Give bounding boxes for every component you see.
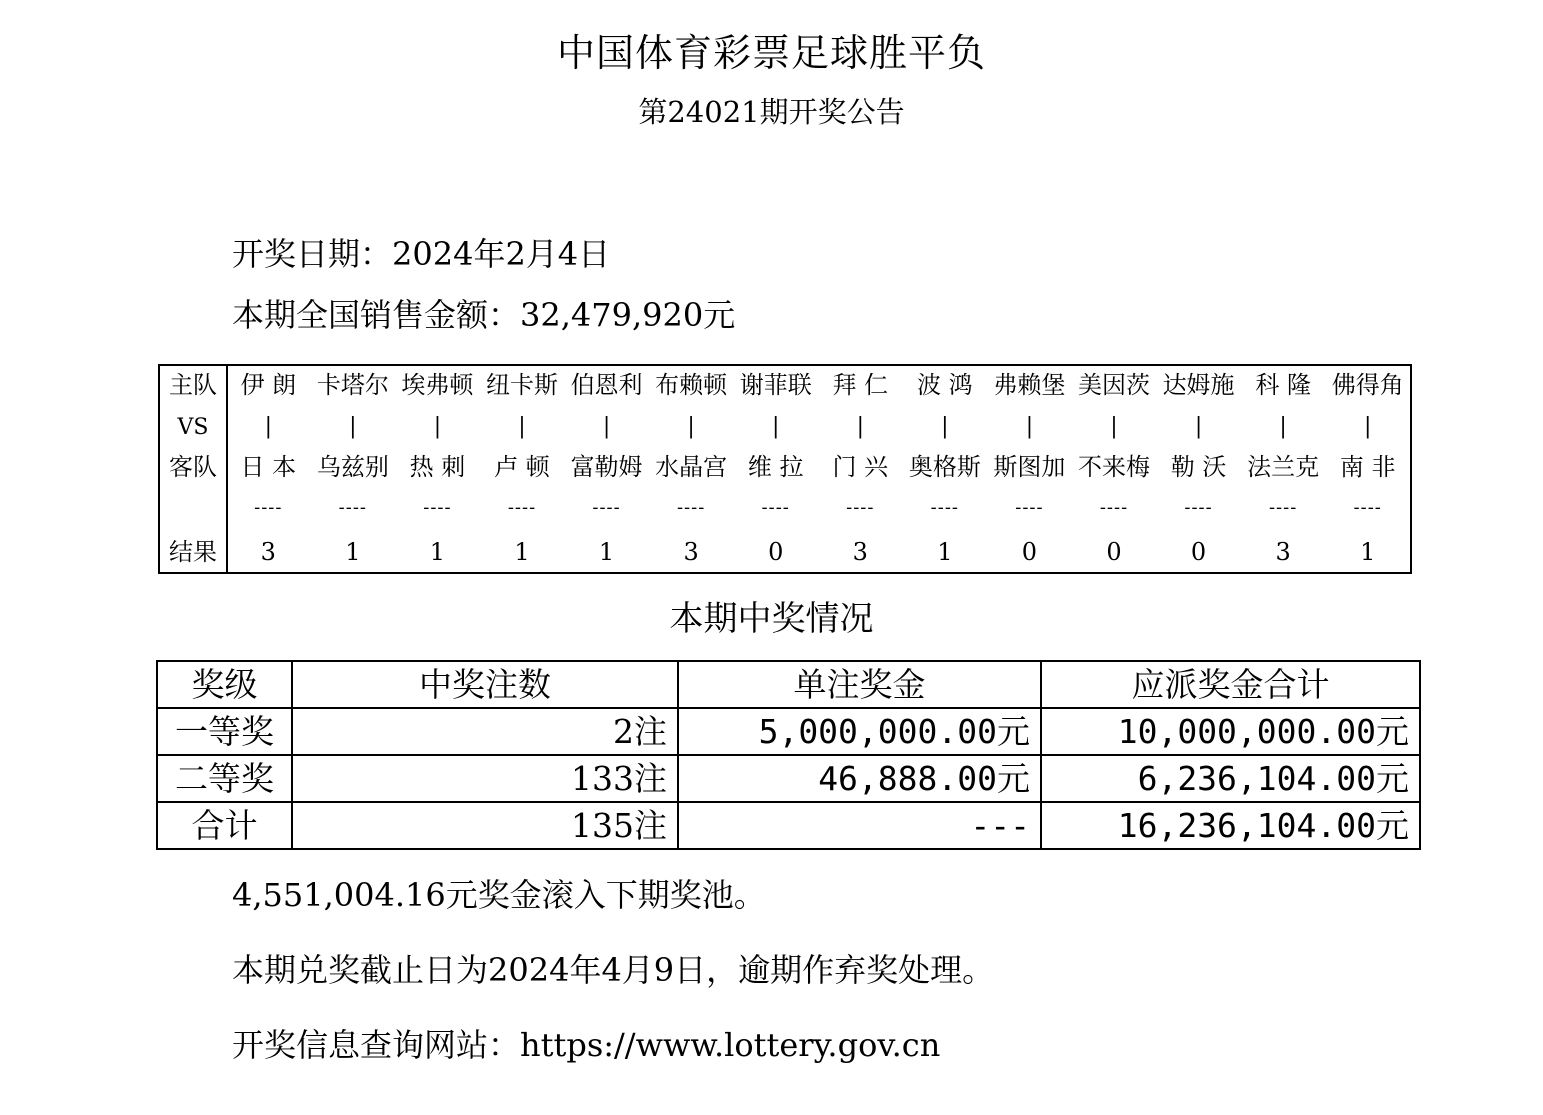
- match-result: 0: [1106, 538, 1122, 566]
- match-column: [986, 366, 1072, 572]
- dash-separator: ----: [254, 497, 283, 518]
- rollover-note: 4,551,004.16元奖金滚入下期奖池。: [232, 876, 766, 914]
- deadline-note: 本期兑奖截止日为2024年4月9日，逾期作弃奖处理。: [232, 951, 995, 989]
- away-team: 乌兹别: [316, 453, 389, 481]
- away-label: 客队: [169, 453, 217, 481]
- away-team: 勒 沃: [1170, 453, 1227, 481]
- match-column: [733, 366, 819, 572]
- vs-separator: |: [349, 414, 357, 439]
- home-team: 布赖顿: [655, 371, 728, 399]
- sales-amount: 本期全国销售金额：32,479,920元: [232, 296, 736, 334]
- away-team: 法兰克: [1247, 453, 1320, 481]
- dash-separator: ----: [507, 497, 537, 518]
- match-result: 3: [260, 538, 276, 566]
- match-result: 3: [852, 538, 868, 566]
- dash-separator: ----: [592, 497, 621, 518]
- dash-separator: ----: [1015, 497, 1044, 518]
- vs-separator: |: [687, 414, 695, 439]
- match-column: [225, 366, 311, 572]
- away-team: 奥格斯: [908, 453, 981, 481]
- match-column: [1325, 366, 1411, 572]
- match-result: 3: [1275, 538, 1291, 566]
- home-team: 伊 朗: [240, 371, 297, 399]
- match-result: 0: [768, 538, 784, 566]
- match-column: [310, 366, 396, 572]
- home-team: 佛得角: [1331, 371, 1404, 399]
- vs-separator: |: [1025, 414, 1034, 439]
- home-label: 主队: [169, 371, 217, 399]
- prize-unit: ---: [678, 802, 1041, 849]
- vs-separator: |: [1279, 414, 1287, 439]
- match-result: 1: [1360, 538, 1376, 566]
- prize-total: 10,000,000.00元: [1041, 708, 1420, 755]
- prize-table: [156, 660, 1421, 850]
- home-team: 弗赖堡: [993, 371, 1066, 399]
- match-column: [479, 366, 565, 572]
- vs-separator: |: [1194, 414, 1203, 439]
- prize-level: 合计: [157, 802, 292, 849]
- match-column: [648, 366, 734, 572]
- prize-count: 2注: [292, 708, 678, 755]
- dash-separator: ----: [338, 497, 367, 518]
- prize-total: 6,236,104.00元: [1041, 755, 1420, 802]
- header-level: 奖级: [157, 661, 292, 708]
- home-team: 达姆施: [1162, 371, 1235, 399]
- vs-separator: |: [264, 414, 272, 439]
- dash-separator: ----: [423, 497, 452, 518]
- header-count: 中奖注数: [292, 661, 678, 708]
- vs-separator: |: [771, 414, 780, 439]
- prize-unit: 46,888.00元: [678, 755, 1041, 802]
- match-result: 0: [1021, 538, 1038, 566]
- match-column: [1071, 366, 1157, 572]
- prize-unit: 5,000,000.00元: [678, 708, 1041, 755]
- match-table: [158, 364, 1412, 574]
- draw-date: 开奖日期：2024年2月4日: [232, 235, 611, 273]
- vs-label: VS: [177, 415, 209, 440]
- page-subtitle: 第24021期开奖公告: [638, 95, 905, 129]
- dash-separator: ----: [761, 497, 790, 518]
- header-unit-prize: 单注奖金: [678, 661, 1041, 708]
- dash-separator: ----: [930, 497, 959, 518]
- table-row: [157, 755, 1420, 802]
- vs-separator: |: [1363, 414, 1372, 439]
- home-team: 伯恩利: [570, 371, 643, 399]
- dash-separator: ----: [676, 497, 706, 518]
- dash-separator: ----: [1184, 497, 1213, 518]
- home-team: 纽卡斯: [486, 371, 558, 399]
- match-result: 1: [345, 538, 361, 566]
- prize-table-header: [157, 661, 1420, 708]
- dash-separator: ----: [1099, 497, 1129, 518]
- table-row: [157, 708, 1420, 755]
- away-team: 热 刺: [409, 453, 466, 481]
- home-team: 埃弗顿: [401, 371, 474, 399]
- page-title: 中国体育彩票足球胜平负: [556, 31, 986, 75]
- vs-separator: |: [433, 414, 442, 439]
- away-team: 日 本: [240, 453, 297, 481]
- match-result: 1: [598, 538, 615, 566]
- match-column: [394, 366, 480, 572]
- dash-separator: ----: [1353, 497, 1382, 518]
- dash-separator: ----: [846, 497, 875, 518]
- match-column: [1240, 366, 1326, 572]
- match-result: 1: [429, 538, 446, 566]
- match-column: [902, 366, 988, 572]
- website-note: 开奖信息查询网站：https://www.lottery.gov.cn: [232, 1026, 941, 1064]
- away-team: 斯图加: [993, 453, 1066, 481]
- prize-level: 二等奖: [157, 755, 292, 802]
- prize-total: 16,236,104.00元: [1041, 802, 1420, 849]
- match-result: 3: [683, 538, 699, 566]
- prize-count: 135注: [292, 802, 678, 849]
- home-team: 卡塔尔: [316, 371, 389, 399]
- home-team: 波 鸿: [917, 371, 973, 399]
- home-team: 拜 仁: [832, 371, 889, 399]
- away-team: 卢 顿: [494, 453, 550, 481]
- match-result: 0: [1190, 538, 1207, 566]
- prize-level: 一等奖: [157, 708, 292, 755]
- home-team: 美因茨: [1078, 371, 1150, 399]
- match-result: 1: [514, 538, 530, 566]
- dash-separator: ----: [1268, 497, 1298, 518]
- home-team: 科 隆: [1255, 371, 1311, 399]
- away-team: 维 拉: [747, 453, 804, 481]
- away-team: 南 非: [1339, 453, 1396, 481]
- home-team: 谢菲联: [739, 371, 812, 399]
- away-team: 富勒姆: [570, 453, 643, 481]
- prize-count: 133注: [292, 755, 678, 802]
- match-result: 1: [937, 538, 953, 566]
- away-team: 水晶宫: [655, 453, 728, 481]
- away-team: 门 兴: [832, 453, 889, 481]
- vs-separator: |: [856, 414, 864, 439]
- result-label: 结果: [169, 538, 217, 566]
- match-column: [1156, 366, 1242, 572]
- vs-separator: |: [518, 414, 526, 439]
- table-row: [157, 802, 1420, 849]
- vs-separator: |: [941, 414, 949, 439]
- match-column: [564, 366, 650, 572]
- prize-section-title: 本期中奖情况: [669, 599, 874, 639]
- vs-separator: |: [1110, 414, 1118, 439]
- vs-separator: |: [602, 414, 611, 439]
- away-team: 不来梅: [1078, 453, 1150, 481]
- header-total-prize: 应派奖金合计: [1041, 661, 1420, 708]
- match-column: [817, 366, 903, 572]
